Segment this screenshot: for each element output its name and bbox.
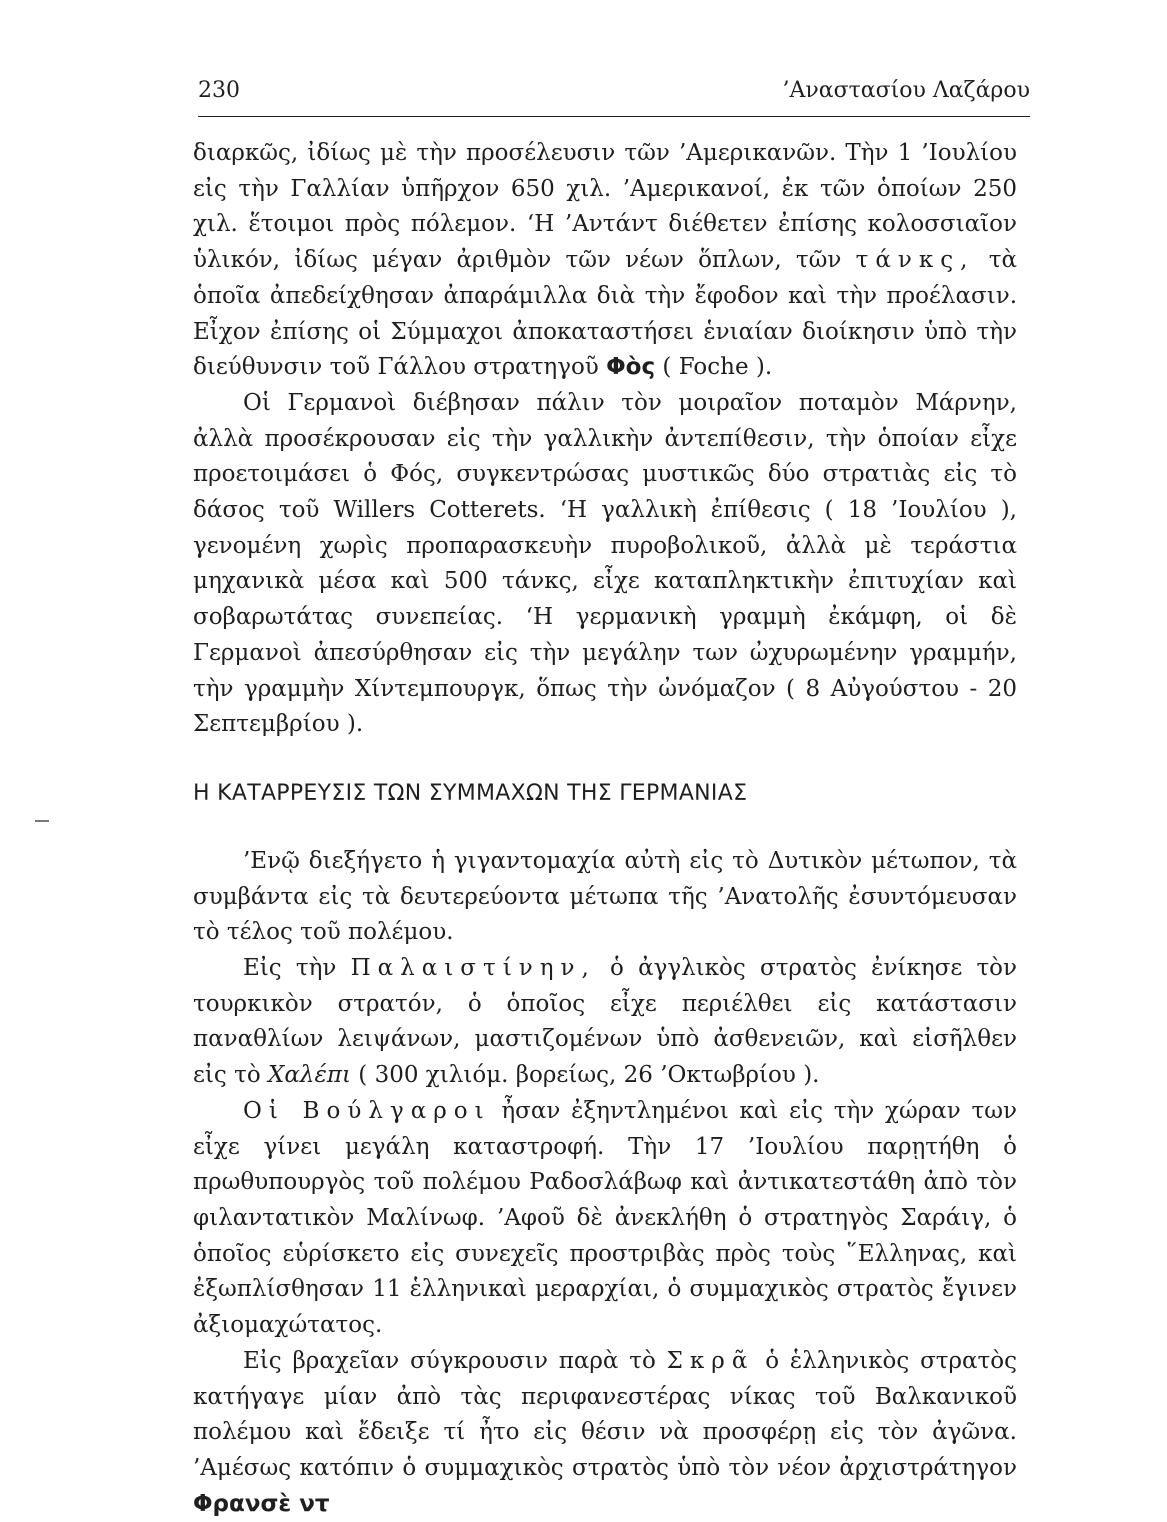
margin-mark <box>35 820 49 822</box>
spaced-term-bulgarians: Οἱ Βούλγαροι <box>243 1097 491 1124</box>
running-head: ’Αναστασίου Λαζάρου <box>782 78 1030 103</box>
paragraph-1-text-b: τὰ ὁποῖα ἀπεδείχθησαν ἀπαράμιλλα διὰ τὴν ἔφοδον καὶ τὴν προέλασιν. Εἶχον ἐπίσης οἱ Σύμμαχοι ἀποκαταστήσει ἑνιαίαν διοίκησιν ὑπὸ τὴν διεύθυνσιν τοῦ Γάλλου στρατηγοῦ <box>193 247 1017 381</box>
italic-term-aleppo: Χαλέπι <box>268 1062 351 1089</box>
paragraph-5 <box>193 1094 1017 1344</box>
spaced-term-palestine: Παλαιστίνην, <box>350 955 596 982</box>
bold-name-foch: Φὸς <box>606 354 656 381</box>
paragraph-6 <box>193 1344 1017 1522</box>
paragraph-6-text-b: ὁ ἑλληνικὸς στρατὸς κατήγαγε μίαν ἀπὸ τὰς περιφανεστέρας νίκας τοῦ Βαλκανικοῦ πολέμου καὶ ἔδειξε τί ἦτο εἰς θέσιν νὰ προσφέρῃ εἰς τὸν ἀγῶνα. ’Αμέσως κατόπιν ὁ συμμαχικὸς στρατὸς ὑπὸ τὸν νέον ἀρχιστράτηγον <box>193 1347 1018 1481</box>
paragraph-4 <box>193 951 1017 1094</box>
bold-name-franchet: Φρανσὲ ντ <box>193 1490 330 1517</box>
paragraph-4-text: Εἰς τὴν <box>243 955 351 982</box>
paragraph-5-text: ἦσαν ἐξηντλημένοι καὶ εἰς τὴν χώραν των εἶχε γίνει μεγάλη καταστροφή. Τὴν 17 ’Ιουλίου παρῃτήθη ὁ πρωθυπουργὸς τοῦ πολέμου Ραδοσλάβωφ καὶ ἀντικατεστάθη ἀπὸ τὸν φιλαντατικὸν Μαλίνωφ. ’Αφοῦ δὲ ἀνεκλήθη ὁ στρατηγὸς Σαράιγ, ὁ ὁποῖος εὑρίσκετο εἰς συνεχεῖς προστριβὰς πρὸς τοὺς ῞Ελληνας, καὶ ἐξωπλίσθησαν 11 ἑλληνικαὶ μεραρχίαι, ὁ συμμαχικὸς στρατὸς ἔγινεν ἀξιομαχώτατος. <box>193 1097 1017 1339</box>
paragraph-6-text: Εἰς βραχεῖαν σύγκρουσιν παρὰ τὸ <box>243 1347 667 1374</box>
section-heading: Η ΚΑΤΑΡΡΕΥΣΙΣ ΤΩΝ ΣΥΜΜΑΧΩΝ ΤΗΣ ΓΕΡΜΑΝΙΑΣ <box>193 780 748 806</box>
body-text <box>193 136 1017 1522</box>
page-number: 230 <box>198 78 240 103</box>
paragraph-3: ’Ενῷ διεξήγετο ἡ γιγαντομαχία αὐτὴ εἰς τὸ Δυτικὸν μέτωπον, τὰ συμβάντα εἰς τὰ δευτερεύοντα μέτωπα τῆς ’Ανατολῆς ἐσυντόμευσαν τὸ τέλος τοῦ πολέμου. <box>193 847 1017 946</box>
paragraph-2: Οἱ Γερμανοὶ διέβησαν πάλιν τὸν μοιραῖον ποταμὸν Μάρνην, ἀλλὰ προσέκρουσαν εἰς τὴν γαλλικὴν ἀντεπίθεσιν, τὴν ὁποίαν εἶχε προετοιμάσει ὁ Φός, συγκεντρώσας μυστικῶς δύο στρατιὰς εἰς τὸ δάσος τοῦ Willers Cotterets. ‘Η γαλλικὴ ἐπίθεσις ( 18 ’Ιουλίου ), γενομένη χωρὶς προπαρασκευὴν πυροβολικοῦ, ἀλλὰ μὲ τεράστια μηχανικὰ μέσα καὶ 500 τάνκς, εἶχε καταπληκτικὴν ἐπιτυχίαν καὶ σοβαρωτάτας συνεπείας. ‘Η γερμανικὴ γραμμὴ ἐκάμφη, οἱ δὲ Γερμανοὶ ἀπεσύρθησαν εἰς τὴν μεγάλην των ὠχυρωμένην γραμμήν, τὴν γραμμὴν Χίντεμπουργκ, ὅπως τὴν ὠνόμαζον ( 8 Αὐγούστου - 20 Σεπτεμβρίου ). <box>193 389 1017 738</box>
paragraph-1-text: διαρκῶς, ἰδίως μὲ τὴν προσέλευσιν τῶν ’Αμερικανῶν. Τὴν 1 ’Ιουλίου εἰς τὴν Γαλλίαν ὑπῆρχον 650 χιλ. ’Αμερικανοί, ἐκ τῶν ὁποίων 250 χιλ. ἕτοιμοι πρὸς πόλεμον. ‘Η ’Αντάντ διέθετεν ἐπίσης κολοσσιαῖον ὑλικόν, ἰδίως μέγαν ἀριθμὸν τῶν νέων ὅπλων, τῶν <box>193 140 1017 274</box>
paragraph-4-text-c: ( 300 χιλιόμ. βορείως, 26 ’Οκτωβρίου ). <box>350 1062 820 1089</box>
paragraph-4-text-b: ὁ ἀγγλικὸς στρατὸς ἐνίκησε τὸν τουρκικὸν στρατόν, ὁ ὁποῖος εἶχε περιέλθει εἰς κατάστασιν παναθλίων λειψάνων, μαστιζομένων ὑπὸ ἀσθενειῶν, καὶ εἰσῆλθεν εἰς τὸ <box>193 955 1017 1089</box>
page-header <box>198 72 1030 117</box>
spaced-term-tanks: τάνκς, <box>855 247 975 274</box>
paragraph-1 <box>193 136 1017 386</box>
spaced-term-skra: Σκρᾶ <box>666 1347 755 1374</box>
paragraph-1-text-c: ( Foche ). <box>655 354 773 381</box>
